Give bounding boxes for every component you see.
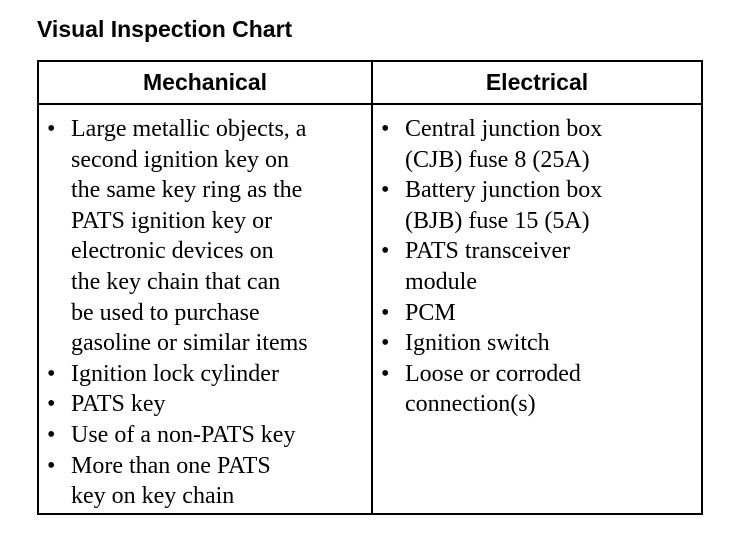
bullet-icon: • xyxy=(381,116,390,142)
item-text-line: the key chain that can xyxy=(71,268,281,295)
item-text-line: Large metallic objects, a xyxy=(71,116,307,142)
inspection-table xyxy=(37,60,703,515)
item-text-line: Central junction box xyxy=(405,116,603,142)
electrical-list-item xyxy=(379,298,697,329)
bullet-icon: • xyxy=(47,116,56,142)
item-text-line: (BJB) fuse 15 (5A) xyxy=(405,207,590,234)
item-text-line: PATS ignition key or xyxy=(71,207,273,234)
mechanical-list-item xyxy=(45,114,367,359)
bullet-icon: • xyxy=(381,177,390,204)
item-text-line: Ignition lock cylinder xyxy=(71,360,279,387)
column-header-electrical: Electrical xyxy=(485,69,589,95)
item-text-line: gasoline or similar items xyxy=(71,330,308,357)
page-title: Visual Inspection Chart xyxy=(37,16,293,42)
column-divider xyxy=(371,62,373,513)
item-text-line: second ignition key on xyxy=(71,146,289,173)
bullet-icon: • xyxy=(381,360,390,387)
mechanical-items-list xyxy=(45,114,367,512)
electrical-list-item xyxy=(379,236,697,297)
mechanical-list-item xyxy=(45,451,367,512)
bullet-icon: • xyxy=(47,391,56,418)
mechanical-list-item xyxy=(45,359,367,390)
column-header-mechanical: Mechanical xyxy=(143,69,267,95)
electrical-items-list xyxy=(379,114,697,420)
item-text-line: PCM xyxy=(405,299,456,326)
mechanical-list-item xyxy=(45,389,367,420)
item-text-line: PATS key xyxy=(71,391,166,418)
bullet-icon: • xyxy=(381,238,390,265)
electrical-list-item xyxy=(379,175,697,236)
item-text-line: electronic devices on xyxy=(71,238,274,265)
electrical-list-item xyxy=(379,114,697,175)
electrical-list-item xyxy=(379,328,697,359)
bullet-icon: • xyxy=(47,360,56,387)
item-text-line: Ignition switch xyxy=(405,330,550,357)
mechanical-list-item xyxy=(45,420,367,451)
table-header-row xyxy=(39,62,701,105)
item-text-line: More than one PATS xyxy=(71,452,271,479)
bullet-icon: • xyxy=(47,452,56,479)
item-text-line: the same key ring as the xyxy=(71,177,303,204)
item-text-line: key on key chain xyxy=(71,483,235,510)
bullet-icon: • xyxy=(381,330,390,357)
item-text-line: connection(s) xyxy=(405,391,536,418)
item-text-line: Use of a non-PATS key xyxy=(71,421,296,448)
bullet-icon: • xyxy=(47,421,56,448)
item-text-line: PATS transceiver xyxy=(405,238,571,265)
item-text-line: be used to purchase xyxy=(71,299,260,326)
item-text-line: (CJB) fuse 8 (25A) xyxy=(405,146,590,173)
electrical-list-item xyxy=(379,359,697,420)
item-text-line: Loose or corroded xyxy=(405,360,581,387)
item-text-line: Battery junction box xyxy=(405,177,603,204)
item-text-line: module xyxy=(405,268,477,295)
bullet-icon: • xyxy=(381,299,390,326)
